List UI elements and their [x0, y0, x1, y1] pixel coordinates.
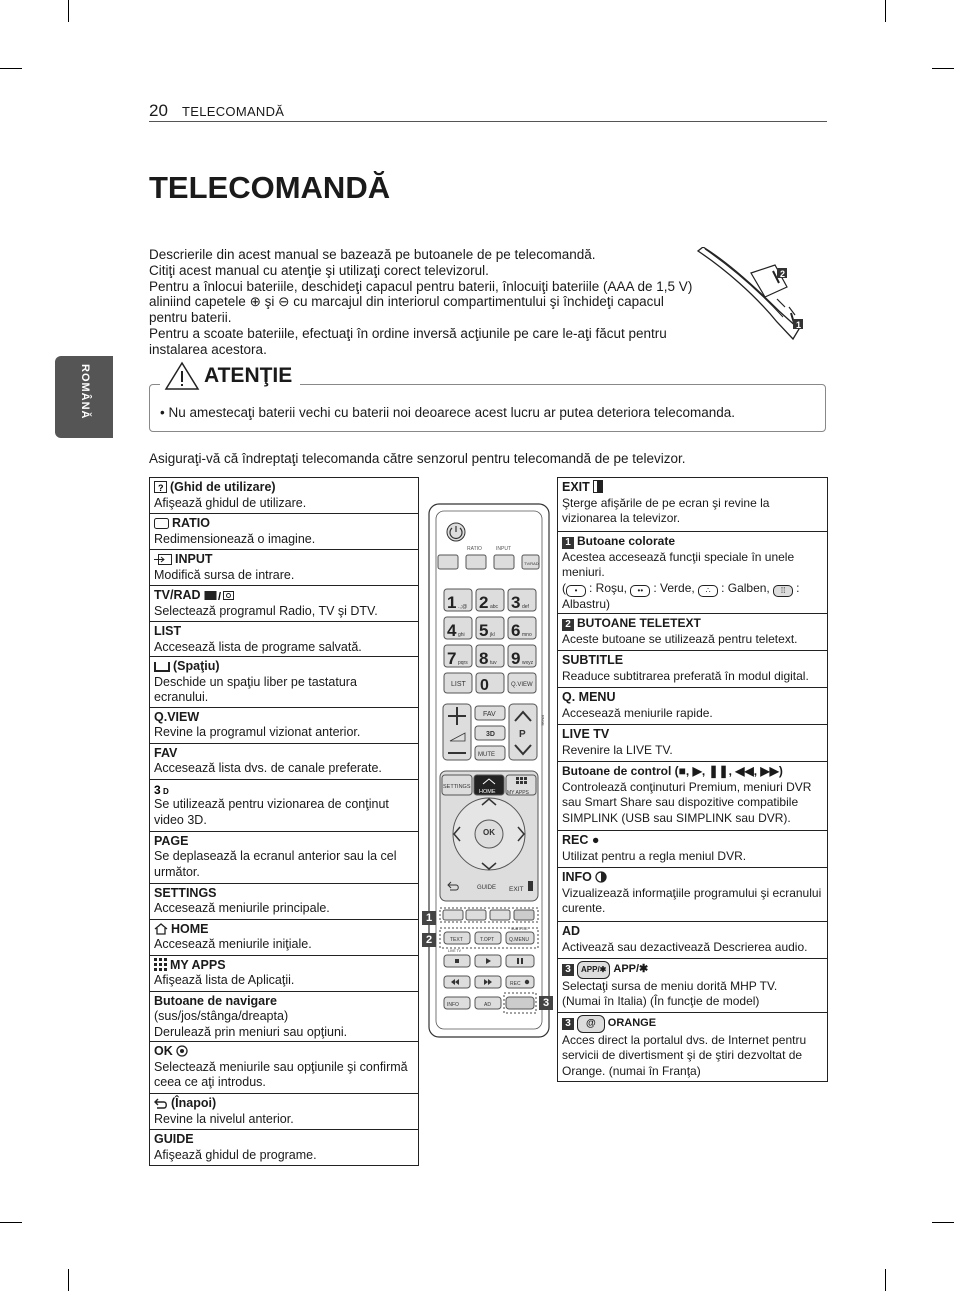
key-row — [150, 955, 419, 991]
key-label: BUTOANE TELETEXT — [577, 616, 701, 630]
3d-icon — [154, 783, 172, 795]
key-desc: Afişează ghidul de programe. — [154, 1147, 317, 1162]
key-desc-note: (Numai în Italia) (În funcţie de model) — [562, 994, 760, 1008]
back-icon — [154, 1097, 168, 1109]
key-row — [558, 868, 828, 922]
key-label: LIVE TV — [562, 727, 610, 741]
key-desc: Readuce subtitrarea preferată în modul digital. — [562, 668, 809, 683]
remote-input-button[interactable] — [494, 555, 514, 569]
language-tab — [55, 356, 113, 438]
crop-mark — [932, 68, 954, 69]
svg-text:3D: 3D — [486, 731, 495, 738]
svg-text:2: 2 — [780, 269, 786, 279]
key-desc: Acces direct la portalul dvs. de Internet pentru servicii de divertisment şi de ştiri dezvoltat de Orange. (numai în Franţa) — [562, 1032, 807, 1078]
key-row — [558, 959, 828, 1013]
remote-number-digit: 3 — [511, 593, 521, 612]
key-row — [150, 1042, 419, 1094]
key-desc: Revenire la LIVE TV. — [562, 742, 673, 757]
key-row — [150, 622, 419, 657]
tv-rad-icon — [204, 589, 234, 601]
key-label: Butoane de control — [562, 764, 672, 778]
key-label: Butoane colorate — [577, 534, 676, 548]
key-row — [558, 614, 828, 651]
remote-number-letters: jkl — [490, 632, 495, 638]
key-row — [558, 725, 828, 762]
svg-text:/: / — [218, 591, 222, 601]
remote-number-digit: 6 — [511, 621, 521, 640]
language-tab-label: ROMÂNĂ — [79, 364, 91, 420]
remote-number-letters: tuv — [490, 660, 497, 666]
intro-text — [149, 247, 704, 358]
key-desc: Selectează programul Radio, TV şi DTV. — [154, 603, 378, 618]
warning-icon — [164, 361, 200, 391]
badge-2: 2 — [562, 619, 574, 631]
input-icon — [154, 554, 172, 565]
key-row — [558, 532, 828, 614]
battery-figure — [695, 247, 805, 347]
key-desc: Deschide un spaţiu liber pe tastatura ecranului. — [154, 674, 357, 704]
svg-text:T.OPT: T.OPT — [480, 937, 495, 943]
intro-line: Pentru a înlocui bateriile, deschideţi capacul pentru baterii, înlocuiţi bateriile (AAA de 1,5 V) aliniind capetele ⊕ şi ⊖ cu marcajul din interiorul compartimentului şi închideţi capacul pentru baterii. — [149, 278, 693, 326]
svg-text:D: D — [163, 786, 169, 795]
remote-number-digit: 1 — [447, 593, 457, 612]
remote-red-button[interactable] — [443, 910, 463, 920]
svg-text:OK: OK — [483, 828, 495, 837]
key-row — [558, 651, 828, 688]
remote-marker-2: 2 — [422, 933, 436, 947]
key-desc: Revine la nivelul anterior. — [154, 1111, 294, 1126]
key-label: PAGE — [154, 833, 189, 848]
key-row — [150, 831, 419, 883]
blue-button-icon: ⁞⁞ — [773, 585, 793, 597]
point-remote-text: Asiguraţi-vă că îndreptaţi telecomanda către senzorul pentru telecomandă de pe televizor. — [149, 451, 686, 466]
key-label: AD — [562, 924, 581, 938]
key-desc: Activează sau dezactivează Descrierea audio. — [562, 939, 808, 954]
key-label: Butoane de navigare — [154, 993, 277, 1008]
crop-mark — [932, 1222, 954, 1223]
remote-number-letters: pqrs — [458, 660, 468, 666]
key-row — [558, 762, 828, 831]
key-desc: Accesează meniurile rapide. — [562, 705, 713, 720]
crop-mark — [68, 1269, 69, 1291]
key-label: Q.VIEW — [154, 709, 200, 724]
remote-blue-button[interactable] — [514, 910, 534, 920]
number-pad — [444, 589, 536, 668]
ok-icon — [176, 1045, 188, 1057]
badge-3: 3 — [562, 1018, 574, 1030]
key-desc: Afişează ghidul de utilizare. — [154, 495, 307, 510]
key-row — [558, 688, 828, 725]
svg-text:MY APPS: MY APPS — [507, 790, 529, 796]
key-desc: Afişează lista de Aplicaţii. — [154, 973, 295, 987]
svg-text:REC: REC — [510, 981, 521, 987]
key-row — [150, 919, 419, 955]
key-row — [150, 883, 419, 919]
green-button-icon: •• — [630, 585, 650, 597]
home-icon — [154, 923, 168, 935]
key-label: INPUT — [175, 552, 213, 566]
key-desc: Selectează meniurile sau opţiunile şi confirmă ceea ce aţi introdus. — [154, 1059, 408, 1089]
remote-number-digit: 8 — [479, 649, 489, 668]
right-key-table — [557, 477, 828, 1082]
badge-1: 1 — [562, 537, 574, 549]
key-label: RATIO — [172, 516, 210, 530]
key-label: LIST — [154, 624, 182, 638]
key-label: REC ● — [562, 833, 600, 847]
key-desc: Revine la programul vizionat anterior. — [154, 725, 361, 739]
key-label-extra: (sus/jos/stânga/dreapta) — [154, 1009, 289, 1023]
svg-text:3: 3 — [154, 782, 161, 795]
svg-text:EXIT: EXIT — [509, 886, 524, 893]
key-label: TV/RAD — [154, 588, 201, 602]
key-desc: Acestea accesează funcţii speciale în unele meniuri. — [562, 549, 795, 579]
intro-line: Citiţi acest manual cu atenţie şi utilizaţi corect televizorul. — [149, 262, 489, 278]
caution-heading — [160, 361, 300, 391]
intro-line: Descrierile din acest manual se bazează pe butoanele de pe telecomandă. — [149, 247, 596, 262]
ratio-icon — [154, 518, 169, 529]
key-desc: Se deplasează la ecranul anterior sau la cel următor. — [154, 849, 397, 879]
yellow-button-icon: ∴ — [698, 585, 718, 597]
key-row — [150, 1130, 419, 1166]
svg-text:SUBTITLE: SUBTITLE — [511, 927, 528, 931]
red-button-icon: • — [566, 585, 586, 597]
remote-number-letters: abc — [490, 604, 499, 610]
page-number: 20 — [149, 101, 168, 120]
svg-text:1: 1 — [796, 320, 802, 330]
key-row — [150, 550, 419, 586]
svg-text:P: P — [519, 729, 526, 740]
remote-number-digit: 2 — [479, 593, 489, 612]
key-desc: Accesează meniurile iniţiale. — [154, 937, 312, 951]
intro-line: Pentru a scoate bateriile, efectuaţi în ordine inversă acţiunile pe care le-aţi făcut pentru instalarea acestora. — [149, 325, 667, 357]
key-desc: Utilizat pentru a regla meniul DVR. — [562, 848, 747, 863]
exit-icon — [593, 480, 603, 493]
key-label: MY APPS — [170, 957, 226, 972]
key-desc: Vizualizează informaţiile programului şi ecranului curente. — [562, 885, 822, 915]
remote-number-digit: 4 — [447, 621, 457, 640]
key-desc: Accesează lista dvs. de canale preferate. — [154, 761, 382, 775]
key-row — [150, 779, 419, 831]
info-icon — [595, 871, 607, 883]
key-label: Q. MENU — [562, 690, 616, 704]
remote-number-letters: def — [522, 604, 529, 610]
key-label: APP/✱ — [613, 963, 649, 975]
key-desc: Derulează prin meniuri sau opţiuni. — [154, 1024, 348, 1039]
svg-text:AD: AD — [484, 1002, 491, 1008]
key-desc: Accesează lista de programe salvată. — [154, 639, 362, 654]
key-row — [558, 922, 828, 959]
remote-number-letters: mno — [522, 632, 532, 638]
svg-text:TV/RAD: TV/RAD — [524, 561, 539, 566]
crop-mark — [885, 1269, 886, 1291]
key-desc: Şterge afişările de pe ecran şi revine la vizionarea la televizor. — [562, 495, 770, 525]
remote-yellow-button[interactable] — [490, 910, 510, 920]
key-desc: Selectaţi sursa de meniu dorită MHP TV. — [562, 978, 778, 993]
key-row — [150, 514, 419, 550]
remote-number-letters: .,;@ — [458, 604, 468, 610]
key-symbols: (■, ▶, ❚❚, ◀◀, ▶▶) — [671, 764, 783, 778]
svg-text:MUTE: MUTE — [478, 752, 495, 758]
space-icon — [154, 661, 170, 672]
remote-number-digit: 9 — [511, 649, 521, 668]
app-pill: APP/✱ — [577, 961, 610, 979]
remote-number-digit: 5 — [479, 621, 489, 640]
remote-number-letters: ghi — [458, 632, 465, 638]
svg-text:TEXT: TEXT — [450, 937, 463, 943]
key-row — [150, 478, 419, 514]
svg-text:FAV: FAV — [483, 711, 496, 718]
key-row — [558, 478, 828, 532]
remote-marker-3: 3 — [539, 996, 553, 1010]
caution-title: ATENŢIE — [204, 364, 293, 387]
key-row — [150, 991, 419, 1042]
key-row — [150, 743, 419, 779]
key-row — [150, 657, 419, 708]
key-row — [558, 1013, 828, 1082]
remote-number-digit: 7 — [447, 649, 457, 668]
key-label: SETTINGS — [154, 885, 217, 900]
key-desc: Aceste butoane se utilizează pentru teletext. — [562, 631, 798, 646]
key-desc: Controlează conţinuturi Premium, meniuri DVR sau Smart Share sau dispozitive compatibile SIMPLINK (USB sau SIMPLINK sau DVR). — [562, 779, 812, 825]
svg-text:LIVE TV: LIVE TV — [448, 949, 461, 953]
key-label: HOME — [171, 921, 209, 936]
key-label: SUBTITLE — [562, 653, 624, 667]
svg-text:INFO: INFO — [447, 1002, 459, 1008]
crop-mark — [68, 0, 69, 22]
remote-ratio-button[interactable] — [466, 555, 486, 569]
key-row — [150, 586, 419, 622]
left-key-table — [149, 477, 419, 1166]
remote-number-letters: wxyz — [522, 660, 534, 666]
orange-pill: @ — [577, 1015, 605, 1033]
key-label: (Înapoi) — [171, 1096, 217, 1110]
key-label: (Ghid de utilizare) — [170, 480, 276, 494]
key-label: INFO — [562, 870, 592, 884]
key-desc: Redimensionează o imagine. — [154, 531, 316, 546]
svg-text:0: 0 — [480, 677, 489, 694]
guide-icon — [154, 481, 167, 493]
remote-guide-button[interactable] — [438, 555, 458, 569]
key-row — [558, 831, 828, 868]
svg-text:GUIDE: GUIDE — [477, 885, 497, 891]
key-row — [150, 1094, 419, 1130]
svg-text:INPUT: INPUT — [496, 546, 511, 552]
svg-text:Q.MENU: Q.MENU — [509, 937, 529, 943]
svg-text:LIST: LIST — [451, 681, 466, 688]
svg-text:Q.VIEW: Q.VIEW — [511, 682, 533, 688]
key-label: FAV — [154, 745, 178, 760]
svg-text:SETTINGS: SETTINGS — [443, 784, 471, 790]
section-title: TELECOMANDĂ — [182, 104, 285, 119]
remote-control-figure — [428, 503, 550, 1039]
crop-mark — [885, 0, 886, 22]
svg-text:PAGE: PAGE — [540, 715, 546, 726]
caution-text: • Nu amestecaţi baterii vechi cu baterii noi deoarece acest lucru ar putea deteriora telecomanda. — [160, 405, 736, 420]
svg-text:?: ? — [158, 483, 164, 493]
color-legend: ( • : Roşu, •• : Verde, ∴ : Galben, ⁞⁞ : Albastru) — [562, 580, 800, 611]
key-label: GUIDE — [154, 1132, 194, 1146]
badge-3: 3 — [562, 964, 574, 976]
remote-marker-1: 1 — [422, 911, 436, 925]
key-desc: Accesează meniurile principale. — [154, 901, 330, 915]
crop-mark — [0, 1222, 22, 1223]
svg-text:HOME: HOME — [479, 789, 496, 795]
svg-text:RATIO: RATIO — [467, 546, 482, 552]
apps-icon — [154, 958, 167, 971]
header-rule — [149, 121, 827, 122]
crop-mark — [0, 68, 22, 69]
key-desc: Se utilizează pentru vizionarea de conţinut video 3D. — [154, 797, 389, 827]
remote-pause-button[interactable] — [506, 955, 534, 967]
key-label: (Spaţiu) — [173, 659, 220, 673]
key-desc: Modifică sursa de intrare. — [154, 567, 295, 582]
key-row — [150, 707, 419, 743]
key-label: EXIT — [562, 480, 590, 494]
page-title: TELECOMANDĂ — [149, 170, 391, 205]
key-label: OK — [154, 1044, 173, 1058]
remote-app-button[interactable] — [506, 997, 534, 1009]
key-label: ORANGE — [607, 1017, 657, 1029]
remote-green-button[interactable] — [466, 910, 486, 920]
